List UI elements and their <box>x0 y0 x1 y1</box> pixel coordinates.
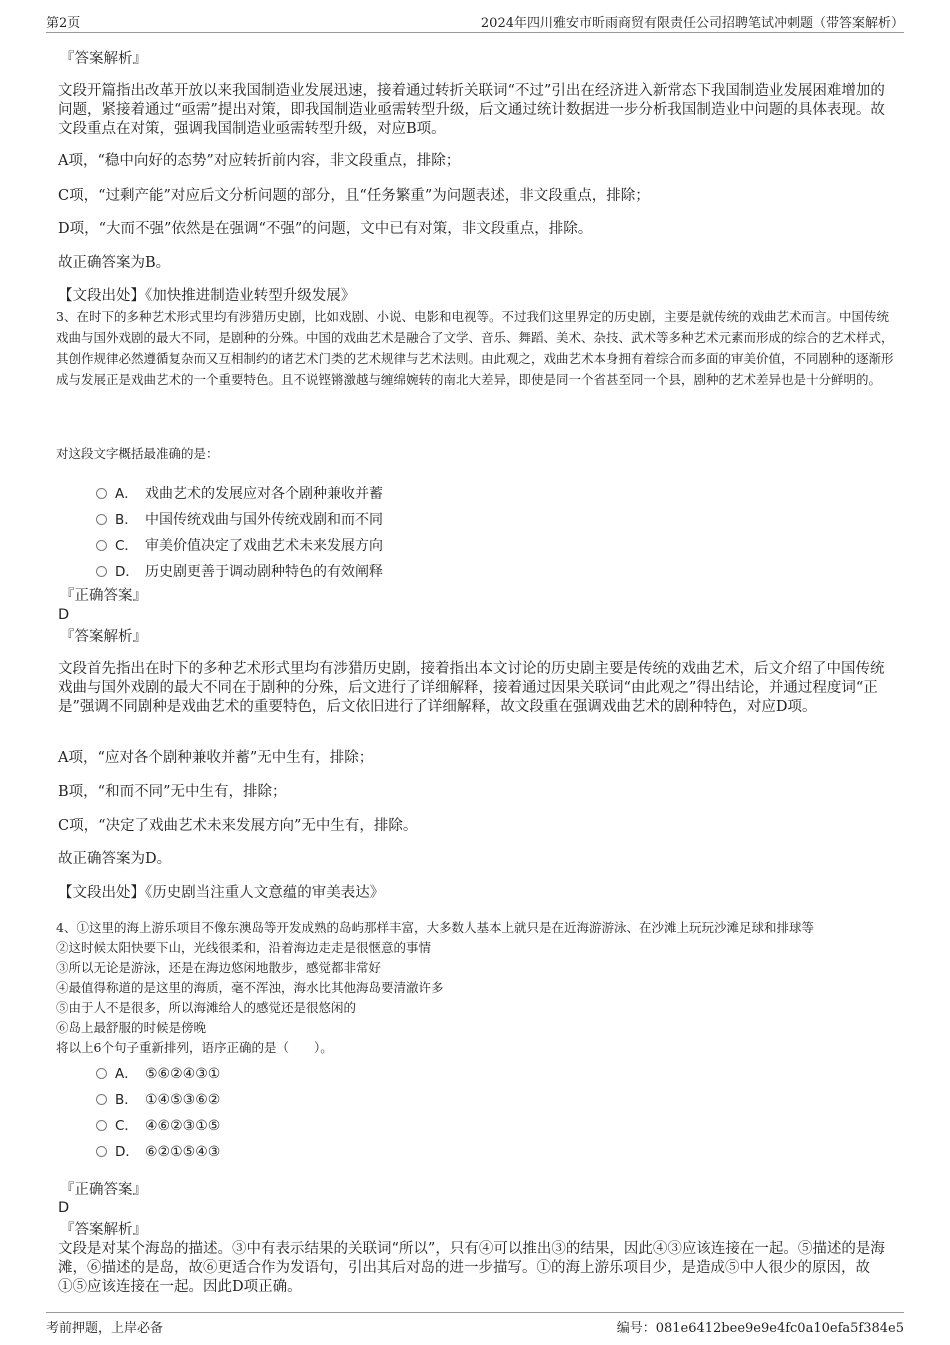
option-text: ⑥②①⑤④③ <box>145 1144 221 1160</box>
q3-source: 【文段出处】《历史剧当注重人文意蕴的审美表达》 <box>58 885 385 901</box>
radio-icon[interactable] <box>96 540 107 551</box>
option-text: ④⑥②③①⑤ <box>145 1118 221 1134</box>
q3-option-a[interactable] <box>96 482 383 503</box>
option-text: ①④⑤③⑥② <box>145 1092 221 1108</box>
option-key: C． <box>115 1118 138 1134</box>
option-text: 中国传统戏曲与国外传统戏剧和而不同 <box>145 512 383 528</box>
radio-icon[interactable] <box>96 566 107 577</box>
q4-option-a[interactable] <box>96 1062 220 1082</box>
q2-option-a-analysis: A项，“稳中向好的态势”对应转折前内容，非文段重点，排除； <box>58 153 461 169</box>
radio-icon[interactable] <box>96 514 107 525</box>
option-key: C． <box>115 538 138 554</box>
option-key: B． <box>115 1092 138 1108</box>
q4-question: 将以上6个句子重新排列，语序正确的是（ ）。 <box>56 1040 333 1055</box>
document-title: 2024年四川雅安市昕雨商贸有限责任公司招聘笔试冲刺题（带答案解析） <box>480 16 904 31</box>
radio-icon[interactable] <box>96 1146 107 1157</box>
q3-analysis-label: 『答案解析』 <box>60 629 147 645</box>
q2-option-c-analysis: C项，“过剩产能”对应后文分析问题的部分，且“任务繁重”为问题表述，非文段重点，排除； <box>58 188 650 204</box>
q3-option-c-analysis: C项，“决定了戏曲艺术未来发展方向”无中生有，排除。 <box>58 818 418 834</box>
q4-option-b[interactable] <box>96 1088 220 1108</box>
option-key: A． <box>115 1066 138 1082</box>
q2-conclusion: 故正确答案为B。 <box>58 255 171 271</box>
q2-source: 【文段出处】《加快推进制造业转型升级发展》 <box>58 288 356 304</box>
page-footer <box>46 1312 904 1335</box>
footer-slogan: 考前押题，上岸必备 <box>46 1321 164 1336</box>
page-number: 第2页 <box>46 16 81 31</box>
option-text: 历史剧更善于调动剧种特色的有效阐释 <box>145 564 383 580</box>
q3-answer: D <box>58 607 70 623</box>
option-text: 审美价值决定了戏曲艺术未来发展方向 <box>145 538 383 554</box>
page-header <box>46 10 904 33</box>
radio-icon[interactable] <box>96 488 107 499</box>
radio-icon[interactable] <box>96 1094 107 1105</box>
q3-passage: 3、在时下的多种艺术形式里均有涉猎历史剧，比如戏剧、小说、电影和电视等。不过我们这里界定的历史剧，主要是就传统的戏曲艺术而言。中国传统戏曲与国外戏剧的最大不同，是剧种的分殊。中国的戏曲艺术是融合了文学、音乐、舞蹈、美术、杂技、武术等多种艺术元素而形成的综合的艺术样式，其创作规律必然遵循复杂而又互相制约的诸艺术门类的艺术规律与艺术法则。由此观之，戏曲艺术本身拥有着综合而多面的审美价值，不同剧种的逐渐形成与发展正是戏曲艺术的一个重要特色。且不说铿锵激越与缠绵婉转的南北大差异，即使是同一个省甚至同一个县，剧种的艺术差异也是十分鲜明的。 <box>56 309 894 387</box>
q3-analysis: 文段首先指出在时下的多种艺术形式里均有涉猎历史剧，接着指出本文讨论的历史剧主要是传统的戏曲艺术，后文介绍了中国传统戏曲与国外戏剧的最大不同在于剧种的分殊，后文进行了详细解释，接着通过因果关联词“由此观之”得出结论，并通过程度词“正是”强调不同剧种是戏曲艺术的重要特色，后文依旧进行了详细解释，故文段重在强调戏曲艺术的剧种特色，对应D项。 <box>58 661 885 715</box>
q4-sentence-4: ④最值得称道的是这里的海质，毫不浑浊，海水比其他海岛要清澈许多 <box>56 980 444 995</box>
q2-option-d-analysis: D项，“大而不强”依然是在强调“不强”的问题，文中已有对策，非文段重点，排除。 <box>58 221 593 237</box>
q4-sentence-6: ⑥岛上最舒服的时候是傍晚 <box>56 1020 207 1035</box>
q4-sentence-1: 4、①这里的海上游乐项目不像东澳岛等开发成熟的岛屿那样丰富，大多数人基本上就只是在近海游游泳、在沙滩上玩玩沙滩足球和排球等 <box>56 920 814 935</box>
q3-option-d[interactable] <box>96 560 383 581</box>
option-key: B． <box>115 512 138 528</box>
q2-analysis-label: 『答案解析』 <box>60 51 147 67</box>
option-text: ⑤⑥②④③① <box>145 1066 221 1082</box>
radio-icon[interactable] <box>96 1120 107 1131</box>
option-key: A． <box>115 486 138 502</box>
q4-answer: D <box>58 1200 70 1216</box>
radio-icon[interactable] <box>96 1068 107 1079</box>
option-key: D． <box>115 564 139 580</box>
q4-option-d[interactable] <box>96 1140 220 1160</box>
q4-sentence-5: ⑤由于人不是很多，所以海滩给人的感觉还是很悠闲的 <box>56 1000 357 1015</box>
q3-option-c[interactable] <box>96 534 383 555</box>
option-text: 戏曲艺术的发展应对各个剧种兼收并蓄 <box>145 486 383 502</box>
option-key: D． <box>115 1144 139 1160</box>
q3-option-b-analysis: B项，“和而不同”无中生有，排除； <box>58 784 287 800</box>
q2-analysis: 文段开篇指出改革开放以来我国制造业发展迅速，接着通过转折关联词“不过”引出在经济进入新常态下我国制造业发展困难增加的问题，紧接着通过“亟需”提出对策，即我国制造业亟需转型升级，后文通过统计数据进一步分析我国制造业中问题的具体表现。故文段重点在对策，强调我国制造业亟需转型升级，对应B项。 <box>58 83 885 137</box>
q3-question: 对这段文字概括最准确的是： <box>56 446 219 461</box>
q3-conclusion: 故正确答案为D。 <box>58 851 172 867</box>
q3-option-b[interactable] <box>96 508 383 529</box>
q4-answer-label: 『正确答案』 <box>60 1182 147 1198</box>
q4-sentence-3: ③所以无论是游泳，还是在海边悠闲地散步，感觉都非常好 <box>56 960 382 975</box>
q4-option-c[interactable] <box>96 1114 220 1134</box>
q4-analysis-label: 『答案解析』 <box>60 1222 147 1238</box>
document-id: 编号：081e6412bee9e9e4fc0a10efa5f384e5 <box>616 1321 904 1336</box>
q3-option-a-analysis: A项，“应对各个剧种兼收并蓄”无中生有，排除； <box>58 750 374 766</box>
q3-answer-label: 『正确答案』 <box>60 588 147 604</box>
q4-analysis: 文段是对某个海岛的描述。③中有表示结果的关联词“所以”，只有④可以推出③的结果，因此④③应该连接在一起。⑤描述的是海滩，⑥描述的是岛，故⑥更适合作为发语句，引出其后对岛的进一步描写。①的海上游乐项目少，是造成⑤中人很少的原因，故①⑤应该连接在一起。因此D项正确。 <box>58 1241 885 1295</box>
q4-sentence-2: ②这时候太阳快要下山，光线很柔和，沿着海边走走是很惬意的事情 <box>56 940 432 955</box>
